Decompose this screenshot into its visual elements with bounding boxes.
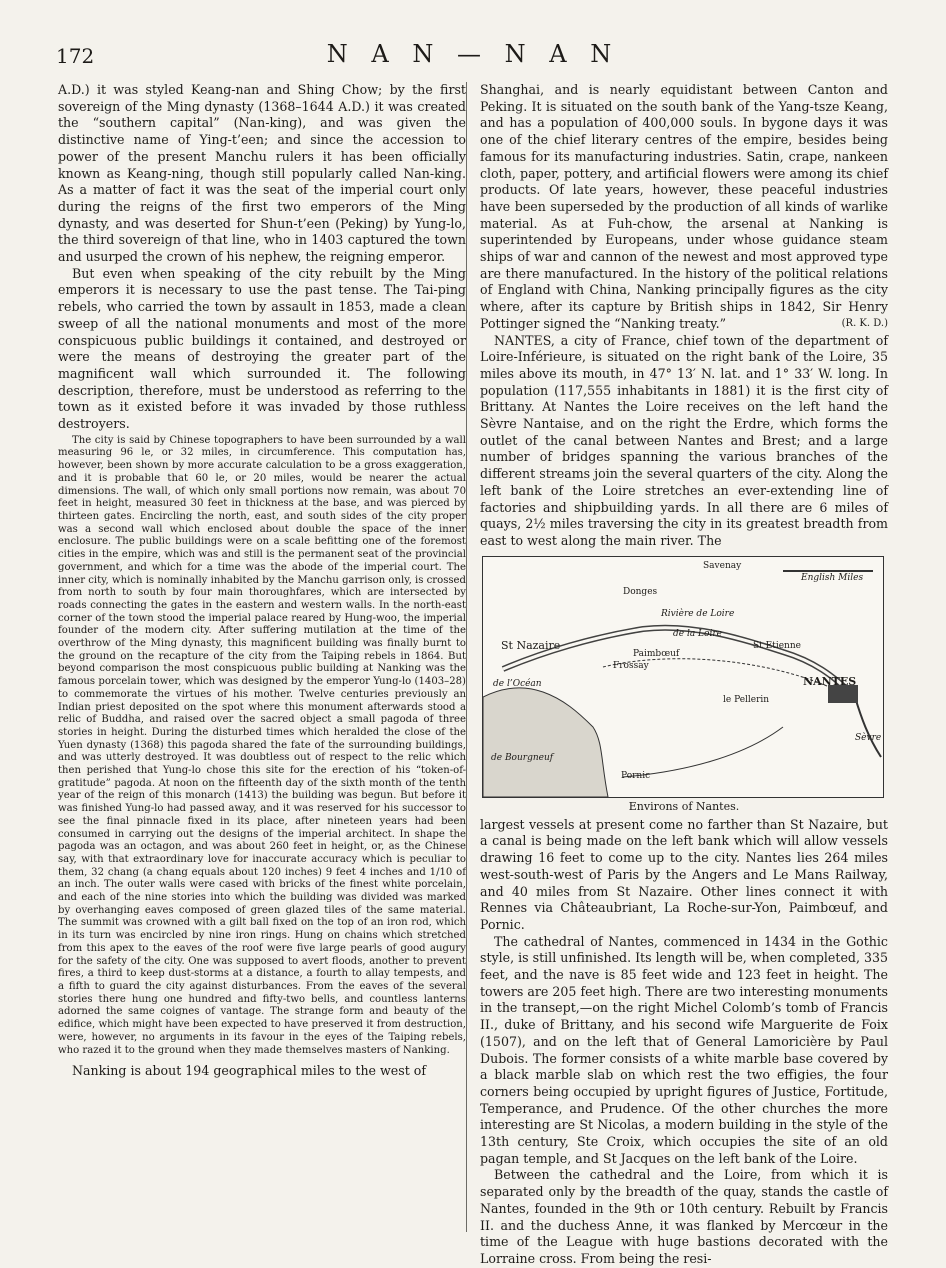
map-label-savenay: Savenay: [703, 560, 742, 571]
map-label-ocean: de l’Océan: [493, 678, 542, 689]
map-label-le-pellerin: le Pellerin: [723, 694, 770, 705]
nanking-paragraph-4: Nanking is about 194 geographical miles to the west of: [72, 1063, 427, 1079]
map-label-donges: Donges: [623, 586, 658, 597]
left-column: [58, 82, 466, 1080]
nanking-paragraph-2: But even when speaking of the city rebuilt by the Ming emperors it is necessary to use the past tense. The Tai-ping rebels, who carried the town by assault in 1853, made a clean sweep of all the national monuments and most of the more conspicuous public buildings it contained, and destroyed or were the means of destroying the greater part of the magnificent wall which surrounded it. The following description, therefore, must be understood as referring to the town as it existed before it was invaded by those ruthless destroyers.: [58, 265, 466, 432]
nanking-paragraph-1: A.D.) it was styled Keang-nan and Shing Chow; by the first sovereign of the Ming dynasty (1368–1644 A.D.) it was created the “southern capital” (Nan-king), and was given the distinctive name of Ying-t’een; and since the accession to power of the present Manchu rulers it has been officially known as Keang-ning, though still popularly called Nan-king. As a matter of fact it was the seat of the imperial court only during the reigns of the first two emperors of the Ming dynasty, and was deserted for Shun-t’een (Peking) by Yung-lo, the third sovereign of that line, who in 1403 captured the town and usurped the crown of his nephew, the reigning emperor.: [58, 82, 466, 265]
nantes-paragraph-2: largest vessels at present come no farther than St Nazaire, but a canal is being made on the left bank which will allow vessels drawing 16 feet to come up to the city. Nantes lies 264 miles west-south-west of Paris by the Angers and Le Mans Railway, and 40 miles from St Nazaire. Other lines connect it with Rennes via Châteaubriant, La Roche-sur-Yon, Paimbœuf, and Pornic.: [480, 816, 888, 932]
sevre-river: [855, 697, 881, 757]
map-label-frossay: Frossay: [613, 660, 649, 671]
coastline: [483, 688, 608, 797]
map-label-st-nazaire: St Nazaire: [501, 638, 561, 652]
column-divider: [466, 82, 467, 1232]
map-label-st-etienne: St Etienne: [753, 640, 801, 651]
map-label-pornic: Pornic: [621, 770, 651, 781]
author-signature: (R. K. D.): [841, 317, 888, 329]
map-environs-of-nantes: [482, 556, 884, 798]
nanking-paragraph-5: Shanghai, and is nearly equidistant between Canton and Peking. It is situated on the south bank of the Yang-tsze Keang, and has a population of 400,000 souls. In bygone days it was one of the chief literary centres of the empire, besides being famous for its manufacturing industries. Satin, crape, nankeen cloth, paper, pottery, and artificial flowers were among its chief products. Of late years, however, these peaceful industries have been superseded by the production of all kinds of warlike material. As at Fuh-chow, the arsenal at Nanking is superintended by Europeans, under whose guidance steam ships of war and cannon of the newest and most approved type are there manufactured. In the history of the political relations of England with China, Nanking principally figures as the city where, after its capture by British ships in 1842, Sir Henry Pottinger signed the “Nanking treaty.” (R. K. D.): [480, 82, 888, 331]
map-label-english-miles: English Miles: [801, 572, 864, 583]
running-head: N A N — N A N: [326, 40, 620, 68]
right-column: [480, 82, 888, 1268]
map-label-river: Rivière de Loire: [661, 608, 735, 619]
nantes-paragraph-3: The cathedral of Nantes, commenced in 1434 in the Gothic style, is still unfinished. Its length will be, when completed, 335 feet, and the nave is 85 feet wide and 123 feet in height. The towers are 205 feet high. There are two interesting monuments in the transept,—on the right Michel Colomb’s tomb of Francis II., duke of Brittany, and his second wife Marguerite de Foix (1507), and on the left that of General Lamoricière by Paul Dubois. The former consists of a white marble base covered by a black marble slab on which rest the two effigies, the four corners being occupied by upright figures of Justice, Fortitude, Temperance, and Prudence. Of the other churches the more interesting are St Nicolas, a modern building in the style of the 13th century, Ste Croix, which occupies the site of an old pagan temple, and St Jacques on the left bank of the Loire.: [480, 933, 888, 1166]
nantes-paragraph-4: Between the cathedral and the Loire, from which it is separated only by the breadth of the quay, stands the castle of Nantes, founded in the 9th or 10th century. Rebuilt by Francis II. and the duchess Anne, it was flanked by Mercœur in the time of the League with huge bastions decorated with the Lorraine cross. From being the resi-: [480, 1167, 888, 1266]
nanking-paragraph-3: The city is said by Chinese topographers to have been surrounded by a wall measuring 96 le, or 32 miles, in circumference. This computation has, however, been shown by more accurate calculation to be a gross exaggeration, and it is probable that 60 le, or 20 miles, would be nearer the actual dimensions. The wall, of which only small portions now remain, was about 70 feet in height, measured 30 feet in thickness at the base, and was pierced by thirteen gates. Encircling the north, east, and south sides of the city proper was a second wall which enclosed about double the space of the inner enclosure. The public buildings were on a scale befitting one of the foremost cities in the empire, which was and still is the permanent seat of the provincial government, and which for a time was the abode of the imperial court. The inner city, which is nominally inhabited by the Manchu garrison only, is crossed from north to south by four main thoroughfares, which are intersected by roads connecting the gates in the eastern and western walls. In the north-east corner of the town stood the imperial palace reared by Hung-woo, the imperial founder of the modern city. After suffering mutilation at the time of the overthrow of the Ming dynasty, this magnificent building was finally burnt to the ground on the recapture of the city from the Taiping rebels in 1864. But beyond comparison the most conspicuous public building at Nanking was the famous porcelain tower, which was designed by the emperor Yung-lo (1403–28) to commemorate the virtues of his mother. Twelve centuries previously an Indian priest deposited on the spot where this monument afterwards stood a relic of Buddha, and raised over the sacred object a small pagoda of three stories in height. During the disturbed times which heralded the close of the Yuen dynasty (1368) this pagoda shared the fate of the surrounding buildings, and was utterly destroyed. It was doubtless out of respect to the relic which then perished that Yung-lo chose this site for the erection of his “token-of-gratitude” pagoda. At noon on the fifteenth day of the sixth month of the tenth year of the reign of this monarch (1413) the building was begun. But before it was finished Yung-lo had passed away, and it was reserved for his successor to see the final pinnacle fixed in its place, after nineteen years had been consumed in carrying out the designs of the imperial architect. In shape the pagoda was an octagon, and was about 260 feet in height, or, as the Chinese say, with that extraordinary love for inaccurate accuracy which is peculiar to them, 32 chang (a chang equals about 120 inches) 9 feet 4 inches and 1/10 of an inch. The outer walls were cased with bricks of the finest white porcelain, and each of the nine stories into which the building was divided was marked by overhanging eaves composed of green glazed tiles of the same material. The summit was crowned with a gilt ball fixed on the top of an iron rod, which in its turn was encircled by nine iron rings. Hung on chains which stretched from this apex to the eaves of the roof were five large pearls of good augury for the safety of the city. One was supposed to avert floods, another to prevent fires, a third to keep dust-storms at a distance, a fourth to allay tempests, and a fifth to guard the city against disturbances. From the eaves of the several stories there hung one hundred and fifty-two bells, and countless lanterns adorned the same coignes of vantage. The strange form and beauty of the edifice, which might have been expected to have preserved it from destruction, were, however, no arguments in its favour in the eyes of the Taiping rebels, who razed it to the ground when they made themselves masters of Nanking.: [58, 434, 466, 1056]
map-caption: Environs of Nantes.: [628, 799, 740, 813]
map-label-sevre: Sèvre: [855, 732, 882, 743]
map-label-bourgneuf: de Bourgneuf: [491, 752, 554, 763]
nantes-paragraph-1: NANTES, a city of France, chief town of the department of Loire-Inférieure, is situated on the right bank of the Loire, 35 miles above its mouth, in 47° 13′ N. lat. and 1° 33′ W. long. In population (117,555 inhabitants in 1881) it is the first city of Brittany. At Nantes the Loire receives on the left hand the Sèvre Nantaise, and on the right the Erdre, which forms the outlet of the canal between Nantes and Brest; and a large number of bridges spanning the various branches of the different streams join the several quarters of the city. Along the left bank of the Loire stretches an ever-extending line of factories and shipbuilding yards. In all there are 6 miles of quays, 2½ miles traversing the city in its greatest breadth from east to west along the main river. The: [480, 332, 888, 548]
map-label-nantes: NANTES: [803, 674, 857, 688]
page-number: 172: [56, 44, 95, 68]
map-label-de-la-loire: de la Loire: [673, 628, 722, 639]
railway: [623, 727, 783, 777]
map-label-paimboeuf: Paimbœuf: [633, 648, 680, 659]
